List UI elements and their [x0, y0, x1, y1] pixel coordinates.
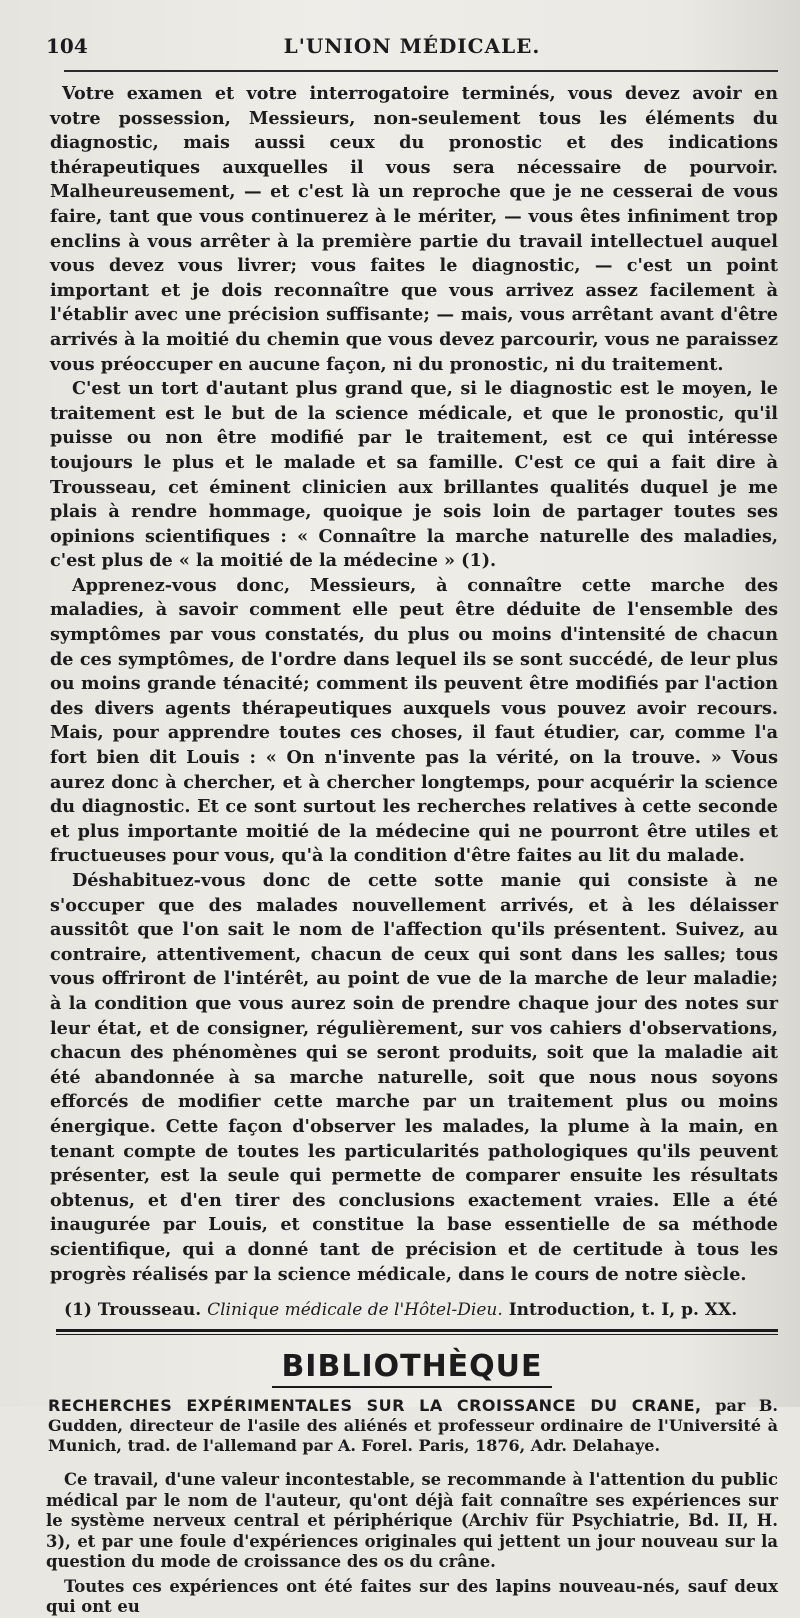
review-body — [46, 1470, 778, 1618]
review-paragraph-1: Ce travail, d'une valeur incontestable, se recommande à l'attention du public médical par le nom de l'auteur, qu'ont déjà fait connaître ses expériences sur le système nerveux central et périphérique (Archiv für Psychiatrie, Bd. II, H. 3), et par une foule d'expériences originales qui jettent un jour nouveau sur la question du mode de croissance des os du crâne. — [46, 1470, 778, 1572]
paragraph-1: Votre examen et votre interrogatoire terminés, vous devez avoir en votre possession, Messieurs, non-seulement tous les éléments du diagnostic, mais aussi ceux du pronostic et des indications thérapeutiques auxquelles il vous sera nécessaire de pourvoir. Malheureusement, — et c'est là un reproche que je ne cesserai de vous faire, tant que vous continuerez à le mériter, — vous êtes infiniment trop enclins à vous arrêter à la première partie du travail intellectuel auquel vous devez vous livrer; vous faites le diagnostic, — c'est un point important et je dois reconnaître que vous arrivez assez facilement à l'établir avec une précision suffisante; — mais, vous arrêtant avant d'être arrivés à la moitié du chemin que vous devez parcourir, vous ne paraissez vous préoccuper en aucune façon, ni du pronostic, ni du traitement. — [50, 83, 778, 375]
running-head — [46, 34, 778, 64]
journal-title: L'UNION MÉDICALE. — [283, 34, 541, 58]
page-number: 104 — [46, 34, 88, 58]
review-translator: A. Forel. — [337, 1436, 413, 1456]
footnote-title: Clinique médicale de l'Hôtel-Dieu. — [207, 1300, 503, 1321]
footnote-marker: (1) Trousseau. — [64, 1300, 202, 1321]
footnote-ref: Introduction, t. I, p. XX. — [508, 1300, 738, 1321]
section-title-rule — [272, 1386, 552, 1388]
review-author: B. Gudden, — [48, 1396, 778, 1436]
review-title: RECHERCHES EXPÉRIMENTALES SUR LA CROISSANCE DU CRANE, — [48, 1396, 702, 1416]
review-author-desc: directeur de l'asile des aliénés et professeur ordinaire de l'Université à Munich, trad. de l'allemand par — [48, 1416, 779, 1456]
article-body — [46, 82, 778, 1287]
paragraph-3: Apprenez-vous donc, Messieurs, à connaître cette marche des maladies, à savoir comment elle peut être déduite de l'ensemble des symptômes par vous constatés, du plus ou moins d'intensité de chacun de ces symptômes, de l'ordre dans lequel ils se sont succédé, de leur plus ou moins grande ténacité; comment ils peuvent être modifiés par l'action des divers agents thérapeutiques auxquels vous pouvez avoir recours. Mais, pour apprendre toutes ces choses, il faut étudier, car, comme l'a fort bien dit Louis : « On n'invente pas la vérité, on la trouve. » Vous aurez donc à chercher, et à chercher longtemps, pour acquérir la science du diagnostic. Et ce sont surtout les recherches relatives à cette seconde et plus importante moitié de la médecine qui ne pourront être utiles et fructueuses pour vous, qu'à la condition d'être faites au lit du malade. — [50, 574, 778, 867]
review-imprint: Paris, 1876, Adr. Delahaye. — [418, 1436, 661, 1456]
review-heading — [46, 1396, 778, 1456]
review-by: par — [715, 1396, 746, 1416]
paragraph-2: C'est un tort d'autant plus grand que, si le diagnostic est le moyen, le traitement est le but de la science médicale, et que le pronostic, qu'il puisse ou non être modifié par le traitement, est ce qui intéresse toujours le plus et le malade et sa famille. C'est ce qui a fait dire à Trousseau, cet éminent clinicien aux brillantes qualités duquel je me plais à rendre hommage, quoique je sois loin de partager toutes ses opinions scientifiques : « Connaître la marche naturelle des maladies, c'est plus de « la moitié de la médecine » (1). — [50, 378, 778, 572]
review-paragraph-2: Toutes ces expériences ont été faites sur des lapins nouveau-nés, sauf deux qui ont eu — [46, 1576, 778, 1617]
section-title: BIBLIOTHÈQUE — [281, 1349, 543, 1385]
section-divider — [56, 1329, 778, 1335]
footnote — [64, 1299, 778, 1321]
header-rule — [64, 70, 778, 72]
paragraph-4: Déshabituez-vous donc de cette sotte manie qui consiste à ne s'occuper que des malades nouvellement arrivés, et à les délaisser aussitôt que l'on sait le nom de l'affection qu'ils présentent. Suivez, au contraire, attentivement, chacun de ceux qui sont dans les salles; tous vous offriront de l'intérêt, au point de vue de la marche de leur maladie; à la condition que vous aurez soin de prendre chaque jour des notes sur leur état, et de consigner, régulièrement, sur vos cahiers d'observations, chacun des phénomènes qui se seront produits, soit que la maladie ait été abandonnée à sa marche naturelle, soit que nous nous soyons efforcés de modifier cette marche par un traitement plus ou moins énergique. Cette façon d'observer les malades, la plume à la main, en tenant compte de toutes les particularités pathologiques qu'ils peuvent présenter, est la seule qui permette de comparer ensuite les résultats obtenus, et d'en tirer des conclusions exactement vraies. Elle a été inaugurée par Louis, et constitue la base essentielle de sa méthode scientifique, qui a donné tant de précision et de certitude à tous les progrès réalisés par la science médicale, dans le cours de notre siècle. — [50, 870, 778, 1285]
